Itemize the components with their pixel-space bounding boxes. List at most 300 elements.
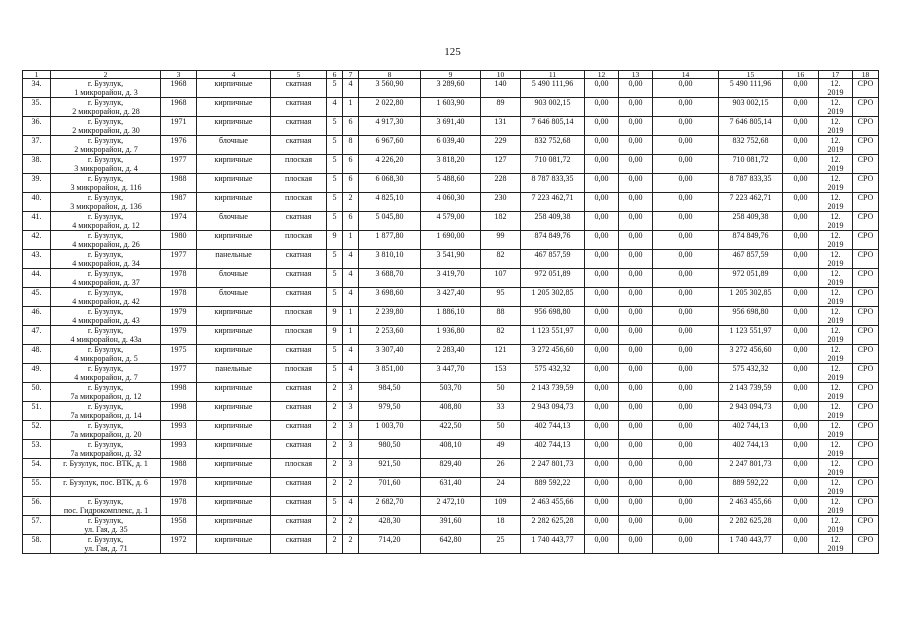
entrances-cell: 1 [343, 98, 359, 117]
build-year-cell: 1998 [161, 383, 197, 402]
period-month: 12. [830, 459, 841, 468]
entrances-cell: 8 [343, 136, 359, 155]
completion-period-cell [819, 345, 853, 364]
wall-material-cell: кирпичные [197, 98, 271, 117]
wall-material-cell: панельные [197, 250, 271, 269]
living-area-cell: 829,40 [421, 459, 481, 478]
living-area-cell: 1 936,80 [421, 326, 481, 345]
roof-type-cell: скатная [271, 478, 327, 497]
total-area-cell: 3 698,60 [359, 288, 421, 307]
residents-cell: 229 [481, 136, 521, 155]
residents-cell: 50 [481, 421, 521, 440]
living-area-cell: 5 488,60 [421, 174, 481, 193]
cost-col-14-cell: 0,00 [653, 79, 719, 98]
funding-method-cell: СРО [853, 117, 879, 136]
cost-col-14-cell: 0,00 [653, 288, 719, 307]
entrances-cell: 2 [343, 516, 359, 535]
funding-method-cell: СРО [853, 269, 879, 288]
address-cell [51, 345, 161, 364]
cost-col-13-cell: 0,00 [619, 79, 653, 98]
total-cost-cell: 2 463 455,66 [521, 497, 585, 516]
cost-col-16-cell: 0,00 [783, 516, 819, 535]
table-row [23, 98, 879, 117]
period-year: 2019 [827, 468, 844, 477]
total-cost-cell: 402 744,13 [521, 421, 585, 440]
period-year: 2019 [827, 183, 844, 192]
row-number-cell: 56. [23, 497, 51, 516]
build-year-cell: 1977 [161, 364, 197, 383]
row-number-cell: 46. [23, 307, 51, 326]
residents-cell: 26 [481, 459, 521, 478]
cost-col-13-cell: 0,00 [619, 117, 653, 136]
build-year-cell: 1980 [161, 231, 197, 250]
cost-col-15-cell: 1 205 302,85 [719, 288, 783, 307]
period-year: 2019 [827, 354, 844, 363]
cost-col-13-cell: 0,00 [619, 269, 653, 288]
funding-method-cell: СРО [853, 231, 879, 250]
build-year-cell: 1998 [161, 402, 197, 421]
floors-cell: 5 [327, 79, 343, 98]
entrances-cell: 6 [343, 212, 359, 231]
wall-material-cell: блочные [197, 212, 271, 231]
total-cost-cell: 467 857,59 [521, 250, 585, 269]
cost-col-16-cell: 0,00 [783, 345, 819, 364]
residents-cell: 82 [481, 250, 521, 269]
cost-col-12-cell: 0,00 [585, 478, 619, 497]
floors-cell: 2 [327, 421, 343, 440]
roof-type-cell: плоская [271, 231, 327, 250]
roof-type-cell: скатная [271, 440, 327, 459]
address-cell [51, 174, 161, 193]
address-line-1: г. Бузулук, пос. ВТК, д. 1 [63, 459, 148, 468]
cost-col-12-cell: 0,00 [585, 269, 619, 288]
cost-col-12-cell: 0,00 [585, 402, 619, 421]
cost-col-14-cell: 0,00 [653, 345, 719, 364]
completion-period-cell [819, 364, 853, 383]
table-row [23, 117, 879, 136]
residents-cell: 131 [481, 117, 521, 136]
period-year: 2019 [827, 525, 844, 534]
address-line-1: г. Бузулук, [87, 364, 124, 373]
cost-col-14-cell: 0,00 [653, 212, 719, 231]
cost-col-15-cell: 7 223 462,71 [719, 193, 783, 212]
column-number: 9 [421, 71, 481, 79]
entrances-cell: 6 [343, 174, 359, 193]
total-area-cell: 5 045,80 [359, 212, 421, 231]
row-number-cell: 38. [23, 155, 51, 174]
funding-method-cell: СРО [853, 174, 879, 193]
cost-col-16-cell: 0,00 [783, 364, 819, 383]
address-line-2: пос. Гидрокомплекс, д. 1 [63, 506, 149, 515]
residents-cell: 95 [481, 288, 521, 307]
build-year-cell: 1968 [161, 79, 197, 98]
build-year-cell: 1988 [161, 459, 197, 478]
total-area-cell: 2 682,70 [359, 497, 421, 516]
cost-col-12-cell: 0,00 [585, 193, 619, 212]
period-year: 2019 [827, 430, 844, 439]
table-row [23, 193, 879, 212]
period-month: 12. [830, 497, 841, 506]
roof-type-cell: плоская [271, 364, 327, 383]
living-area-cell: 1 690,00 [421, 231, 481, 250]
living-area-cell: 3 541,90 [421, 250, 481, 269]
address-line-1: г. Бузулук, [87, 516, 124, 525]
wall-material-cell: кирпичные [197, 117, 271, 136]
build-year-cell: 1975 [161, 345, 197, 364]
cost-col-15-cell: 956 698,80 [719, 307, 783, 326]
wall-material-cell: кирпичные [197, 421, 271, 440]
cost-col-13-cell: 0,00 [619, 478, 653, 497]
funding-method-cell: СРО [853, 459, 879, 478]
period-year: 2019 [827, 392, 844, 401]
cost-col-14-cell: 0,00 [653, 383, 719, 402]
funding-method-cell: СРО [853, 440, 879, 459]
roof-type-cell: плоская [271, 459, 327, 478]
cost-col-14-cell: 0,00 [653, 497, 719, 516]
floors-cell: 5 [327, 250, 343, 269]
column-number: 12 [585, 71, 619, 79]
cost-col-12-cell: 0,00 [585, 288, 619, 307]
cost-col-12-cell: 0,00 [585, 231, 619, 250]
floors-cell: 5 [327, 497, 343, 516]
total-area-cell: 3 307,40 [359, 345, 421, 364]
total-cost-cell: 575 432,32 [521, 364, 585, 383]
living-area-cell: 3 419,70 [421, 269, 481, 288]
total-cost-cell: 1 205 302,85 [521, 288, 585, 307]
cost-col-14-cell: 0,00 [653, 98, 719, 117]
cost-col-14-cell: 0,00 [653, 421, 719, 440]
entrances-cell: 1 [343, 307, 359, 326]
cost-col-14-cell: 0,00 [653, 535, 719, 554]
table-row [23, 307, 879, 326]
cost-col-16-cell: 0,00 [783, 174, 819, 193]
total-area-cell: 6 068,30 [359, 174, 421, 193]
cost-col-14-cell: 0,00 [653, 231, 719, 250]
funding-method-cell: СРО [853, 193, 879, 212]
build-year-cell: 1968 [161, 98, 197, 117]
address-line-2: 7а микрорайон, д. 14 [70, 411, 142, 420]
completion-period-cell [819, 98, 853, 117]
total-area-cell: 979,50 [359, 402, 421, 421]
address-cell [51, 497, 161, 516]
table-row [23, 174, 879, 193]
address-line-2: 2 микрорайон, д. 30 [72, 126, 140, 135]
period-month: 12. [830, 535, 841, 544]
period-year: 2019 [827, 297, 844, 306]
total-area-cell: 714,20 [359, 535, 421, 554]
address-cell [51, 307, 161, 326]
total-area-cell: 3 810,10 [359, 250, 421, 269]
row-number-cell: 58. [23, 535, 51, 554]
residents-cell: 153 [481, 364, 521, 383]
address-cell [51, 326, 161, 345]
address-line-2: 4 микрорайон, д. 12 [72, 221, 140, 230]
total-cost-cell: 874 849,76 [521, 231, 585, 250]
cost-col-15-cell: 1 123 551,97 [719, 326, 783, 345]
wall-material-cell: кирпичные [197, 440, 271, 459]
period-year: 2019 [827, 449, 844, 458]
wall-material-cell: блочные [197, 288, 271, 307]
row-number-cell: 45. [23, 288, 51, 307]
wall-material-cell: кирпичные [197, 155, 271, 174]
completion-period-cell [819, 193, 853, 212]
cost-col-12-cell: 0,00 [585, 326, 619, 345]
total-area-cell: 3 560,90 [359, 79, 421, 98]
period-year: 2019 [827, 335, 844, 344]
funding-method-cell: СРО [853, 250, 879, 269]
total-cost-cell: 2 943 094,73 [521, 402, 585, 421]
period-year: 2019 [827, 164, 844, 173]
residents-cell: 50 [481, 383, 521, 402]
living-area-cell: 1 886,10 [421, 307, 481, 326]
column-number: 16 [783, 71, 819, 79]
period-year: 2019 [827, 126, 844, 135]
residents-cell: 24 [481, 478, 521, 497]
period-month: 12. [830, 478, 841, 487]
roof-type-cell: скатная [271, 345, 327, 364]
total-area-cell: 6 967,60 [359, 136, 421, 155]
residents-cell: 182 [481, 212, 521, 231]
total-cost-cell: 2 282 625,28 [521, 516, 585, 535]
residents-cell: 82 [481, 326, 521, 345]
residents-cell: 109 [481, 497, 521, 516]
cost-col-12-cell: 0,00 [585, 516, 619, 535]
address-cell [51, 288, 161, 307]
cost-col-16-cell: 0,00 [783, 269, 819, 288]
address-line-1: г. Бузулук, [87, 212, 124, 221]
funding-method-cell: СРО [853, 478, 879, 497]
funding-method-cell: СРО [853, 155, 879, 174]
floors-cell: 2 [327, 383, 343, 402]
cost-col-13-cell: 0,00 [619, 307, 653, 326]
address-line-2: ул. Гая, д. 71 [84, 544, 128, 553]
roof-type-cell: скатная [271, 497, 327, 516]
cost-col-15-cell: 889 592,22 [719, 478, 783, 497]
cost-col-13-cell: 0,00 [619, 98, 653, 117]
completion-period-cell [819, 288, 853, 307]
wall-material-cell: кирпичные [197, 459, 271, 478]
living-area-cell: 3 427,40 [421, 288, 481, 307]
residents-cell: 33 [481, 402, 521, 421]
period-month: 12. [830, 440, 841, 449]
address-line-1: г. Бузулук, [87, 326, 124, 335]
completion-period-cell [819, 269, 853, 288]
cost-col-14-cell: 0,00 [653, 459, 719, 478]
wall-material-cell: кирпичные [197, 402, 271, 421]
total-cost-cell: 7 223 462,71 [521, 193, 585, 212]
row-number-cell: 43. [23, 250, 51, 269]
build-year-cell: 1993 [161, 421, 197, 440]
entrances-cell: 4 [343, 497, 359, 516]
cost-col-13-cell: 0,00 [619, 364, 653, 383]
cost-col-13-cell: 0,00 [619, 402, 653, 421]
total-cost-cell: 972 051,89 [521, 269, 585, 288]
address-line-2: 4 микрорайон, д. 5 [74, 354, 138, 363]
build-year-cell: 1978 [161, 478, 197, 497]
entrances-cell: 2 [343, 193, 359, 212]
completion-period-cell [819, 79, 853, 98]
table-row [23, 516, 879, 535]
cost-col-12-cell: 0,00 [585, 98, 619, 117]
completion-period-cell [819, 478, 853, 497]
funding-method-cell: СРО [853, 402, 879, 421]
cost-col-15-cell: 903 002,15 [719, 98, 783, 117]
address-line-1: г. Бузулук, [87, 535, 124, 544]
floors-cell: 5 [327, 117, 343, 136]
column-number: 1 [23, 71, 51, 79]
cost-col-12-cell: 0,00 [585, 155, 619, 174]
column-number: 14 [653, 71, 719, 79]
period-month: 12. [830, 155, 841, 164]
wall-material-cell: кирпичные [197, 174, 271, 193]
period-year: 2019 [827, 88, 844, 97]
address-cell [51, 440, 161, 459]
table-row [23, 535, 879, 554]
address-cell [51, 193, 161, 212]
funding-method-cell: СРО [853, 136, 879, 155]
residents-cell: 230 [481, 193, 521, 212]
wall-material-cell: панельные [197, 364, 271, 383]
table-row [23, 326, 879, 345]
cost-col-13-cell: 0,00 [619, 383, 653, 402]
row-number-cell: 41. [23, 212, 51, 231]
row-number-cell: 50. [23, 383, 51, 402]
build-year-cell: 1988 [161, 174, 197, 193]
period-year: 2019 [827, 373, 844, 382]
address-cell [51, 383, 161, 402]
entrances-cell: 1 [343, 231, 359, 250]
period-year: 2019 [827, 544, 844, 553]
address-cell [51, 269, 161, 288]
address-line-2: 1 микрорайон, д. 3 [74, 88, 138, 97]
period-month: 12. [830, 136, 841, 145]
period-year: 2019 [827, 221, 844, 230]
cost-col-15-cell: 1 740 443,77 [719, 535, 783, 554]
total-cost-cell: 903 002,15 [521, 98, 585, 117]
cost-col-16-cell: 0,00 [783, 288, 819, 307]
entrances-cell: 6 [343, 117, 359, 136]
address-line-1: г. Бузулук, [87, 98, 124, 107]
address-cell [51, 421, 161, 440]
build-year-cell: 1993 [161, 440, 197, 459]
period-month: 12. [830, 193, 841, 202]
residents-cell: 49 [481, 440, 521, 459]
column-number: 7 [343, 71, 359, 79]
column-number: 10 [481, 71, 521, 79]
roof-type-cell: скатная [271, 421, 327, 440]
total-cost-cell: 956 698,80 [521, 307, 585, 326]
address-cell [51, 98, 161, 117]
address-cell [51, 231, 161, 250]
roof-type-cell: скатная [271, 402, 327, 421]
cost-col-16-cell: 0,00 [783, 478, 819, 497]
table-row [23, 459, 879, 478]
cost-col-15-cell: 874 849,76 [719, 231, 783, 250]
column-number: 3 [161, 71, 197, 79]
row-number-cell: 57. [23, 516, 51, 535]
wall-material-cell: кирпичные [197, 535, 271, 554]
roof-type-cell: плоская [271, 326, 327, 345]
build-year-cell: 1974 [161, 212, 197, 231]
completion-period-cell [819, 402, 853, 421]
roof-type-cell: скатная [271, 250, 327, 269]
cost-col-15-cell: 402 744,13 [719, 440, 783, 459]
cost-col-13-cell: 0,00 [619, 497, 653, 516]
completion-period-cell [819, 459, 853, 478]
total-cost-cell: 2 143 739,59 [521, 383, 585, 402]
period-year: 2019 [827, 506, 844, 515]
cost-col-12-cell: 0,00 [585, 383, 619, 402]
address-line-1: г. Бузулук, [87, 269, 124, 278]
cost-col-16-cell: 0,00 [783, 79, 819, 98]
address-line-2: 2 микрорайон, д. 7 [74, 145, 138, 154]
address-line-1: г. Бузулук, [87, 79, 124, 88]
address-line-2: 4 микрорайон, д. 7 [74, 373, 138, 382]
build-year-cell: 1977 [161, 250, 197, 269]
completion-period-cell [819, 307, 853, 326]
period-year: 2019 [827, 107, 844, 116]
row-number-cell: 35. [23, 98, 51, 117]
wall-material-cell: блочные [197, 269, 271, 288]
total-cost-cell: 2 247 801,73 [521, 459, 585, 478]
entrances-cell: 4 [343, 269, 359, 288]
living-area-cell: 3 289,60 [421, 79, 481, 98]
wall-material-cell: кирпичные [197, 497, 271, 516]
row-number-cell: 52. [23, 421, 51, 440]
floors-cell: 9 [327, 231, 343, 250]
build-year-cell: 1977 [161, 155, 197, 174]
period-month: 12. [830, 421, 841, 430]
cost-col-16-cell: 0,00 [783, 250, 819, 269]
cost-col-15-cell: 7 646 805,14 [719, 117, 783, 136]
residents-cell: 127 [481, 155, 521, 174]
cost-col-15-cell: 2 463 455,66 [719, 497, 783, 516]
column-number: 18 [853, 71, 879, 79]
period-year: 2019 [827, 202, 844, 211]
housing-table [22, 70, 879, 554]
build-year-cell: 1979 [161, 326, 197, 345]
completion-period-cell [819, 155, 853, 174]
funding-method-cell: СРО [853, 212, 879, 231]
cost-col-15-cell: 8 787 833,35 [719, 174, 783, 193]
cost-col-13-cell: 0,00 [619, 212, 653, 231]
cost-col-13-cell: 0,00 [619, 193, 653, 212]
cost-col-14-cell: 0,00 [653, 174, 719, 193]
living-area-cell: 408,10 [421, 440, 481, 459]
funding-method-cell: СРО [853, 326, 879, 345]
cost-col-14-cell: 0,00 [653, 516, 719, 535]
completion-period-cell [819, 174, 853, 193]
floors-cell: 5 [327, 212, 343, 231]
period-year: 2019 [827, 278, 844, 287]
build-year-cell: 1976 [161, 136, 197, 155]
wall-material-cell: кирпичные [197, 326, 271, 345]
row-number-cell: 34. [23, 79, 51, 98]
total-area-cell: 2 253,60 [359, 326, 421, 345]
residents-cell: 228 [481, 174, 521, 193]
floors-cell: 9 [327, 326, 343, 345]
total-cost-cell: 402 744,13 [521, 440, 585, 459]
residents-cell: 121 [481, 345, 521, 364]
living-area-cell: 6 039,40 [421, 136, 481, 155]
address-line-2: 7а микрорайон, д. 20 [70, 430, 142, 439]
total-area-cell: 1 003,70 [359, 421, 421, 440]
cost-col-15-cell: 467 857,59 [719, 250, 783, 269]
period-month: 12. [830, 79, 841, 88]
build-year-cell: 1987 [161, 193, 197, 212]
period-month: 12. [830, 307, 841, 316]
cost-col-16-cell: 0,00 [783, 155, 819, 174]
